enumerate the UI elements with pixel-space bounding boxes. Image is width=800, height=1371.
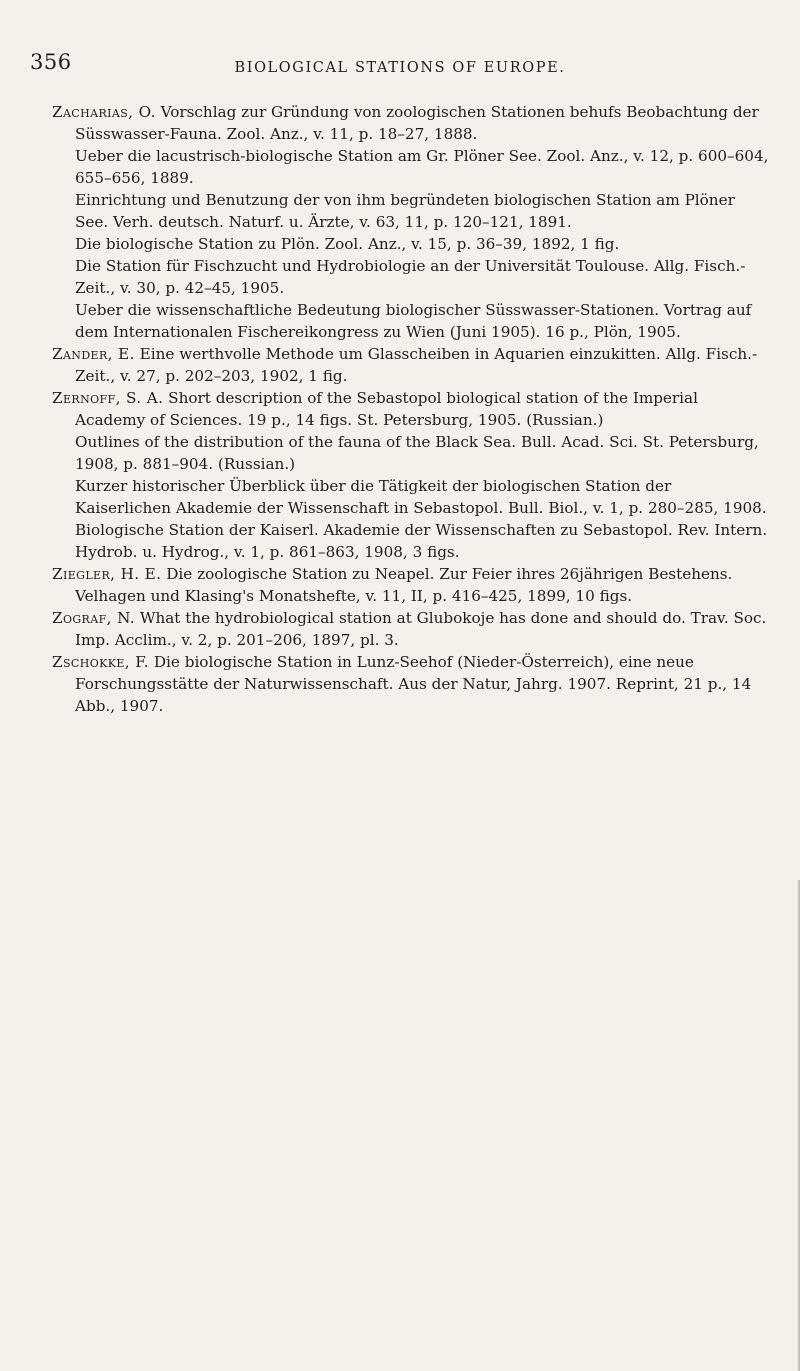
bibliography-entry [52, 651, 770, 717]
entry-text: Die zoologische Station zu Neapel. Zur Feier ihres 26jährigen Bestehens. Velhagen und Klasing's Monatshefte, v. 11, II, p. 416–425, 1899, 10 figs. [75, 565, 733, 605]
bibliography-entry [52, 101, 770, 145]
bibliography-entry [52, 233, 770, 255]
entry-text: Ueber die wissenschaftliche Bedeutung biologischer Süsswasser-Stationen. Vortrag auf dem Internationalen Fischereikongress zu Wien (Juni 1905). 16 p., Plön, 1905. [75, 301, 752, 341]
entry-text: Einrichtung und Benutzung der von ihm begründeten biologischen Station am Plöner See. Verh. deutsch. Naturf. u. Ärzte, v. 63, 11, p. 120–121, 1891. [75, 191, 735, 231]
bibliography-entry [52, 563, 770, 607]
running-head: BIOLOGICAL STATIONS OF EUROPE. [234, 60, 566, 76]
bibliography-entry [52, 475, 770, 519]
entry-text: Outlines of the distribution of the fauna of the Black Sea. Bull. Acad. Sci. St. Petersburg, 1908, p. 881–904. (Russian.) [75, 433, 759, 473]
bibliography-list [52, 101, 770, 717]
entry-text: Die biologische Station zu Plön. Zool. Anz., v. 15, p. 36–39, 1892, 1 fig. [75, 235, 620, 253]
entry-author: Ziegler, H. E. [52, 565, 162, 583]
bibliography-entry [52, 145, 770, 189]
page-header [30, 50, 770, 84]
bibliography-entry [52, 431, 770, 475]
entry-text: Die biologische Station in Lunz-Seehof (Nieder-Österreich), eine neue Forschungsstätte der Naturwissenschaft. Aus der Natur, Jahrg. 1907. Reprint, 21 p., 14 Abb., 1907. [75, 653, 752, 715]
entry-text: Die Station für Fischzucht und Hydrobiologie an der Universität Toulouse. Allg. Fisch.-Zeit., v. 30, p. 42–45, 1905. [75, 257, 746, 297]
entry-author: Zograf, N. [52, 609, 136, 627]
bibliography-entry [52, 343, 770, 387]
entry-text: Ueber die lacustrisch-biologische Station am Gr. Plöner See. Zool. Anz., v. 12, p. 600–604, 655–656, 1889. [75, 147, 769, 187]
entry-text: Biologische Station der Kaiserl. Akademie der Wissenschaften zu Sebastopol. Rev. Intern. Hydrob. u. Hydrog., v. 1, p. 861–863, 1908, 3 figs. [75, 521, 768, 561]
bibliography-entry [52, 519, 770, 563]
bibliography-entry [52, 189, 770, 233]
bibliography-entry [52, 255, 770, 299]
bibliography-entry [52, 607, 770, 651]
entry-text: Short description of the Sebastopol biological station of the Imperial Academy of Sciences. 19 p., 14 figs. St. Petersburg, 1905. (Russian.) [75, 389, 698, 429]
bibliography-entry [52, 387, 770, 431]
bibliography-entry [52, 299, 770, 343]
entry-text: Vorschlag zur Gründung von zoologischen Stationen behufs Beobachtung der Süsswasser-Fauna. Zool. Anz., v. 11, p. 18–27, 1888. [75, 103, 759, 143]
entry-author: Zander, E. [52, 345, 135, 363]
entry-author: Zschokke, F. [52, 653, 150, 671]
entry-text: Eine werthvolle Methode um Glasscheiben in Aquarien einzukitten. Allg. Fisch.-Zeit., v. 27, p. 202–203, 1902, 1 fig. [75, 345, 758, 385]
entry-author: Zacharias, O. [52, 103, 156, 121]
entry-text: Kurzer historischer Überblick über die Tätigkeit der biologischen Station der Kaiserlichen Akademie der Wissenschaft in Sebastopol. Bull. Biol., v. 1, p. 280–285, 1908. [75, 477, 767, 517]
page-number: 356 [30, 50, 72, 74]
entry-text: What the hydrobiological station at Glubokoje has done and should do. Trav. Soc. Imp. Acclim., v. 2, p. 201–206, 1897, pl. 3. [75, 609, 767, 649]
entry-author: Zernoff, S. A. [52, 389, 164, 407]
